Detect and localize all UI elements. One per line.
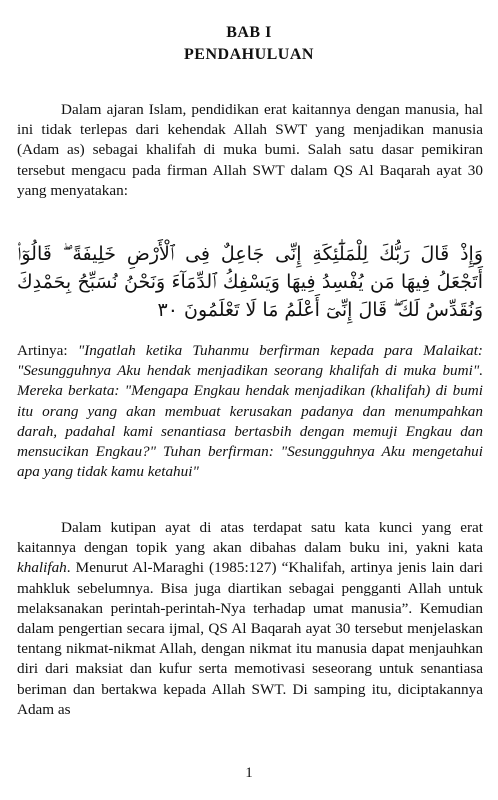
- intro-paragraph: Dalam ajaran Islam, pendidikan erat kaitannya dengan manusia, hal ini tidak terlepas dari kehendak Allah SWT yang menjadikan manusia (Adam as) sebagai khalifah di muka bumi. Salah satu dasar pemikiran tersebut mengacu pada firman Allah SWT dalam QS Al Baqarah ayat 30 yang menyatakan:: [17, 101, 483, 199]
- chapter-label: BAB I: [226, 24, 272, 41]
- translation-label: Artinya:: [17, 342, 68, 359]
- quran-verse-arabic: وَإِذْ قَالَ رَبُّكَ لِلْمَلَٰٓئِكَةِ إِنِّى جَاعِلٌ فِى ٱلْأَرْضِ خَلِيفَةً ۖ قَالُوٓا۟ أَتَجْعَلُ فِيهَا مَن يُفْسِدُ فِيهَا وَيَسْفِكُ ٱلدِّمَآءَ وَنَحْنُ نُسَبِّحُ بِحَمْدِكَ وَنُقَدِّسُ لَكَ ۖ قَالَ إِنِّىٓ أَعْلَمُ مَا لَا تَعْلَمُونَ ٣٠: [17, 243, 483, 321]
- paragraph-text-end: . Menurut Al-Maraghi (1985:127) “Khalifah, artinya jenis lain dari mahkluk sebelumnya. Bisa juga diartikan sebagai pengganti Allah untuk melaksanakan perintah-perintah-Nya terhadap umat manusia”. Kemudian dalam pengertian secara ijmal, QS Al Baqarah ayat 30 tersebut menjelaskan tentang nikmat-nikmat Allah, dengan nikmat itu manusia dapat menjauhkan diri dari maksiat dan kufur serta memotivasi seseorang untuk senantiasa beriman dan bertakwa kepada Allah SWT. Di samping itu, diciptakannya Adam as: [17, 559, 483, 718]
- paragraph-text-start: Dalam kutipan ayat di atas terdapat satu kata kunci yang erat kaitannya dengan topik yang akan dibahas dalam buku ini, yakni kata: [17, 519, 483, 557]
- chapter-title: PENDAHULUAN: [184, 46, 314, 63]
- discussion-paragraph: [17, 518, 483, 720]
- key-term: khalifah: [17, 559, 67, 577]
- verse-translation: [17, 341, 483, 482]
- translation-text: "Ingatlah ketika Tuhanmu berfirman kepada para Malaikat: "Sesungguhnya Aku hendak menjadikan seorang khalifah di muka bumi". Mereka berkata: "Mengapa Engkau hendak menjadikan (khalifah) di bumi itu orang yang akan membuat kerusakan padanya dan menumpahkan darah, padahal kami senantiasa bertasbih dengan memuji Engkau dan mensucikan Engkau?" Tuhan berfirman: "Sesungguhnya Aku mengetahui apa yang tidak kamu ketahui": [17, 342, 483, 481]
- page-number: 1: [245, 765, 253, 781]
